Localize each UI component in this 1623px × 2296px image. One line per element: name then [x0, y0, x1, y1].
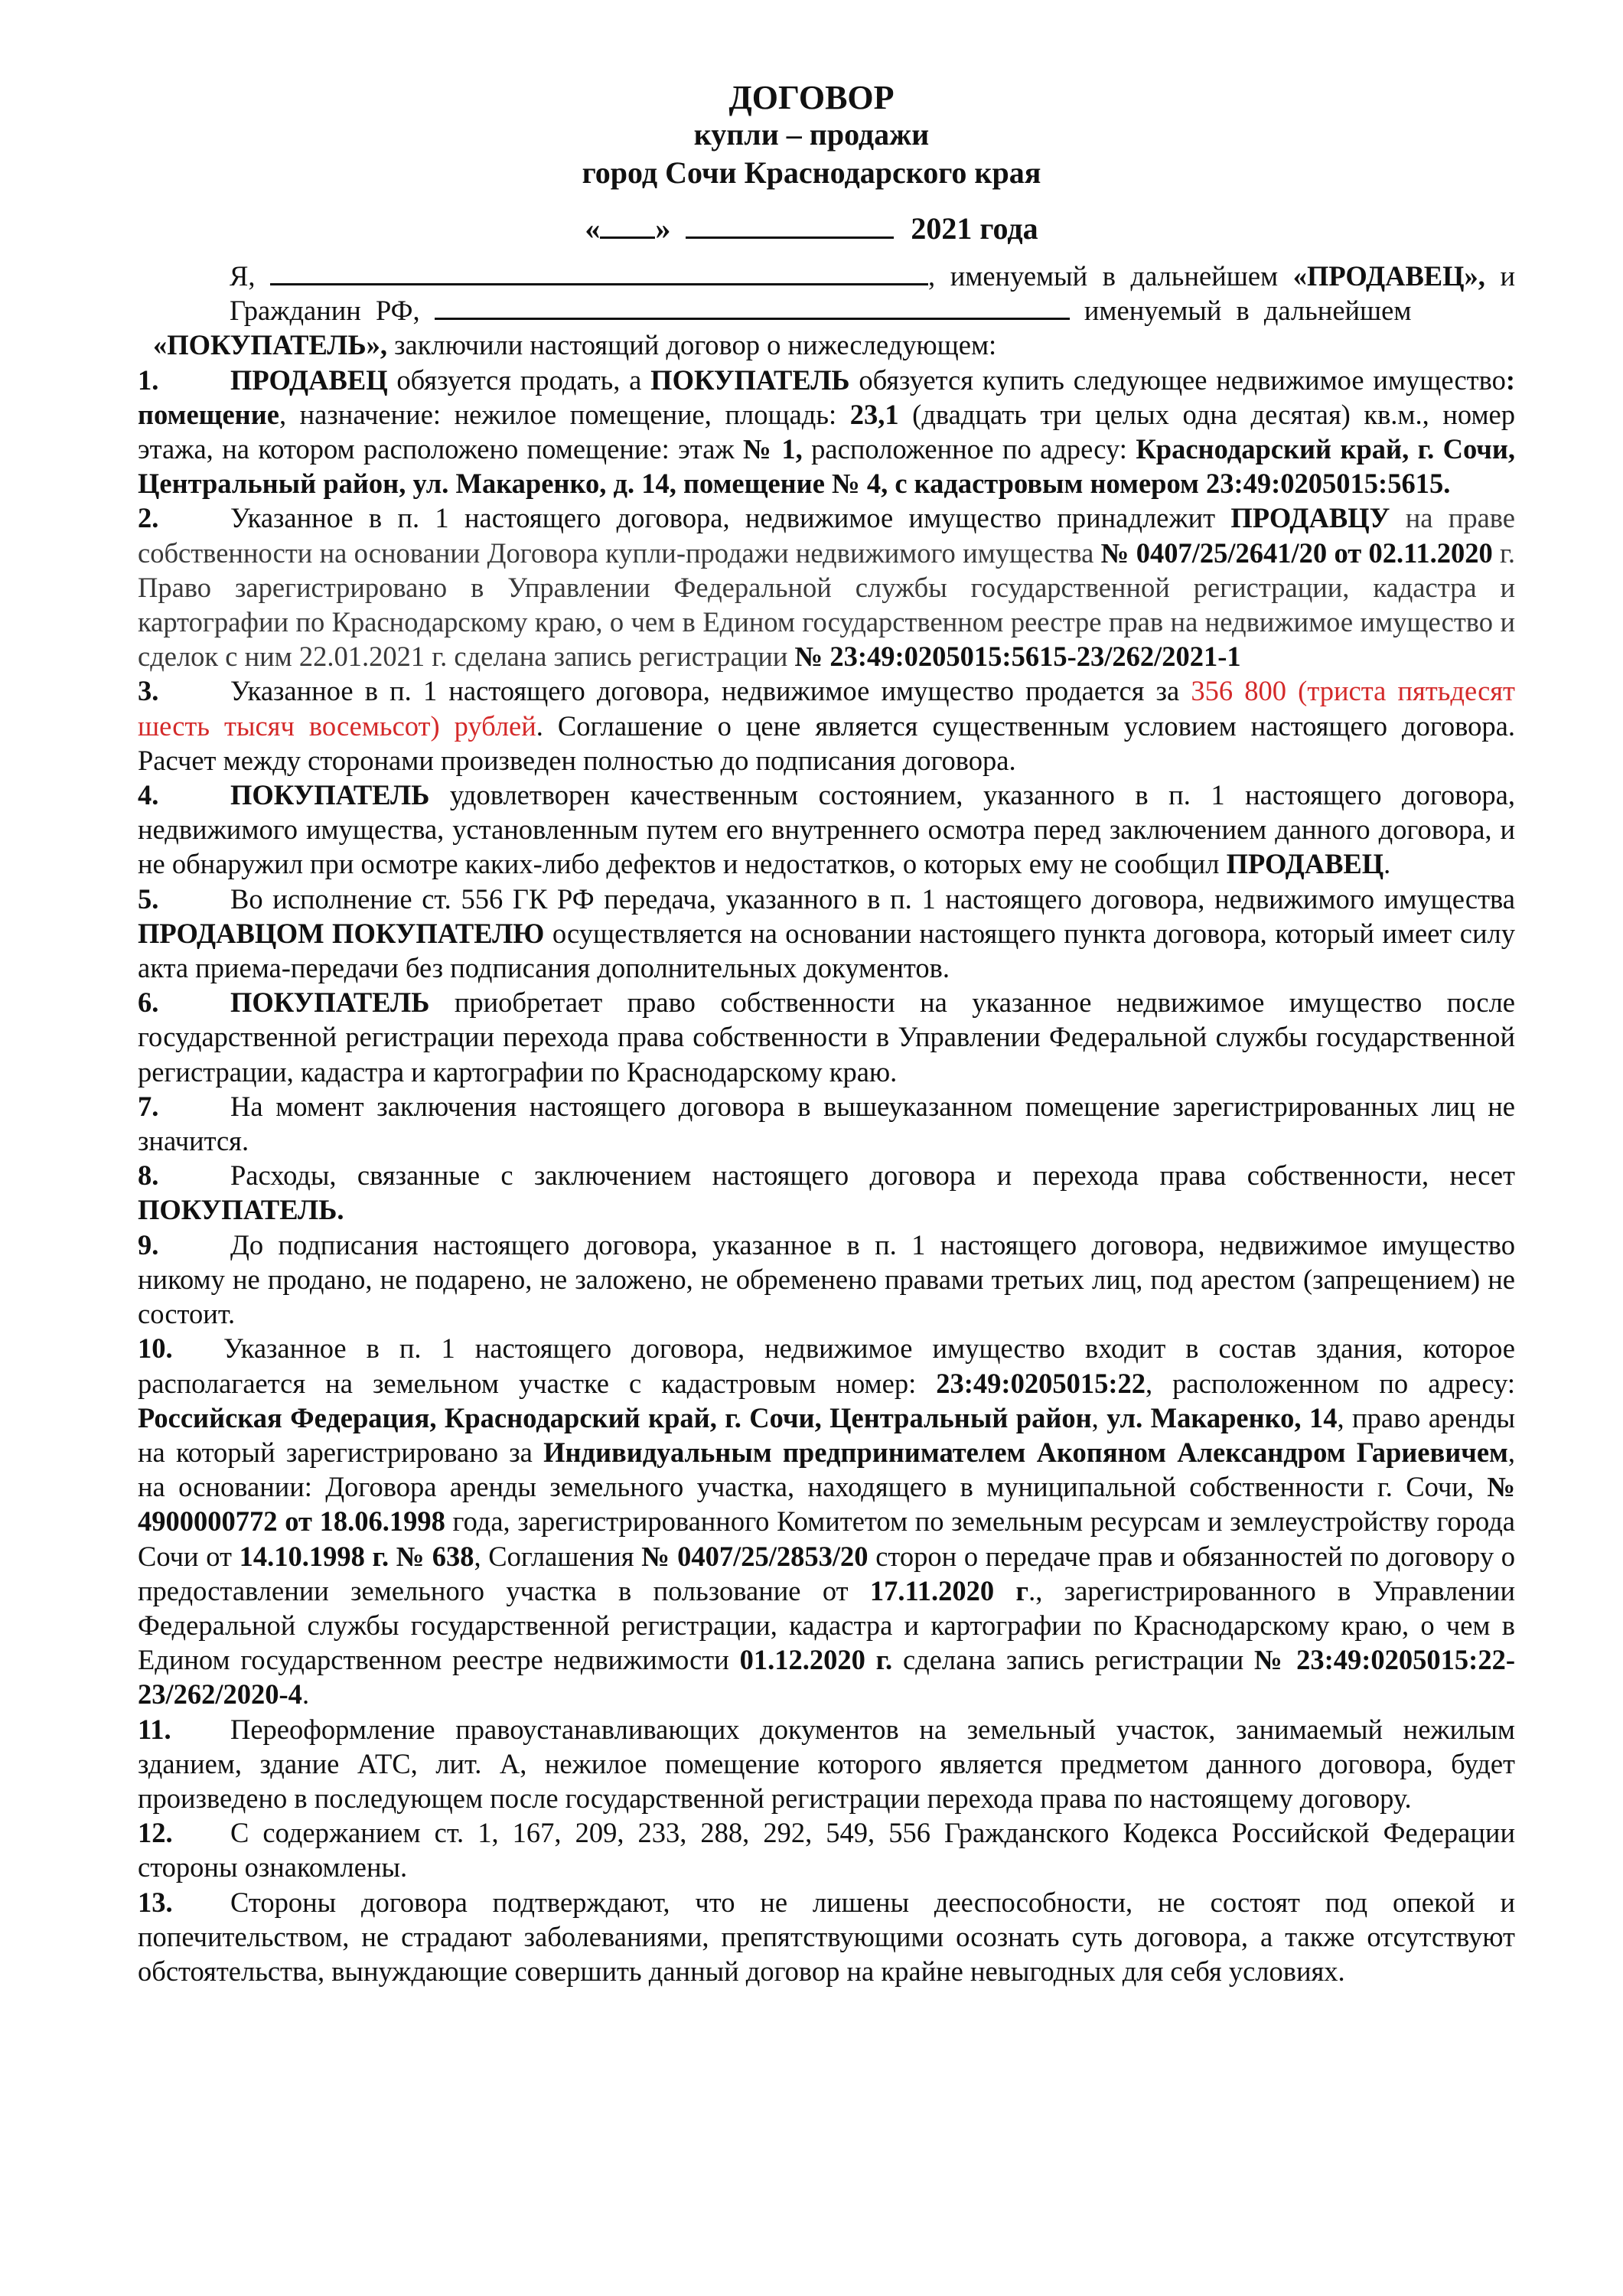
clause-text: Переоформление правоустанавливающих документов на земельный участок, занимаемый нежилым зданием, здание АТС, лит. А, нежилое помещение которого является предметом данного договора, будет произведено в последующем после государственной регистрации перехода права по настоящему договору. [138, 1713, 1515, 1814]
seller-end: и [1500, 260, 1516, 292]
clause-6 [138, 985, 1515, 1089]
clause-1 [138, 363, 1515, 501]
registration-date: 14.10.1998 г. № 638 [239, 1540, 474, 1572]
clause-12 [138, 1815, 1515, 1884]
clause-11 [138, 1712, 1515, 1816]
clause-text: осуществляется на основании настоящего пункта договора, который имеет силу акта приема-передачи без подписания дополнительных документов. [138, 917, 1515, 984]
clause-text: Расходы, связанные с заключением настоящего договора и перехода права собственности, несет [230, 1159, 1515, 1192]
agreement-date: 17.11.2020 г [869, 1574, 1029, 1606]
cadastral-number: 23:49:0205015:22 [936, 1367, 1146, 1399]
clause-text: удовлетворен качественным состоянием, указанного в п. 1 настоящего договора, недвижимого имущества, установленным путем его внутреннего осмотра перед заключением данного договора, и не обнаружил при осмотре каких-либо дефектов и недостатков, о которых ему не сообщил [138, 779, 1515, 880]
party-name: ПОКУПАТЕЛЬ [230, 987, 430, 1019]
contract-number: № 0407/25/2641/20 от 02.11.2020 [1100, 536, 1493, 569]
clause-number: 1. [138, 364, 159, 396]
clause-text: Указанное в п. 1 настоящего договора, недвижимое имущество принадлежит [230, 502, 1231, 534]
clause-text: (двадцать три целых одна десятая) кв.м., номер этажа, на котором расположено помещение: этаж [138, 398, 1516, 465]
party-name: ПОКУПАТЕЛЬ. [138, 1194, 344, 1226]
clause-text: ., зарегистрированного в Управлении Федеральной службы государственной регистрации, кадастра и картографии по Краснодарскому краю, о чем в Едином государственном реестре недвижимости [138, 1574, 1516, 1676]
party-name: ПОКУПАТЕЛЬ [650, 364, 850, 396]
registration-record: № 23:49:0205015:22-23/262/2020-4 [138, 1644, 1515, 1711]
party-name: ПОКУПАТЕЛЬ [230, 779, 430, 811]
clause-text: . [1383, 848, 1391, 880]
lease-number: № 4900000772 от 18.06.1998 [138, 1471, 1515, 1538]
buyer-line-cont [138, 328, 1515, 362]
clause-text: , право аренды на который зарегистрировано за [138, 1401, 1516, 1468]
buyer-name-blank [435, 295, 1070, 320]
clause-number: 12. [138, 1817, 173, 1849]
property-floor: № 1, [743, 433, 803, 465]
party-name: ПРОДАВЕЦ [1226, 848, 1384, 880]
seller-prefix: Я, [230, 260, 256, 292]
clause-9 [138, 1228, 1515, 1332]
clause-text: сторон о передаче прав и обязанностей по договору о предоставлении земельного участка в пользование от [138, 1540, 1515, 1606]
seller-suffix: , именуемый в дальнейшем [928, 260, 1279, 292]
day-blank [600, 214, 655, 239]
clause-text: на праве собственности на основании Договора купли-продажи недвижимого имущества [138, 502, 1515, 569]
buyer-line [138, 293, 1515, 328]
clause-7 [138, 1089, 1515, 1158]
lessee-name: Индивидуальным предпринимателем Акопяном Александром Гариевичем [543, 1436, 1508, 1468]
clause-2 [138, 501, 1515, 673]
property-address: Краснодарский край, г. Сочи, Центральный район, ул. Макаренко, д. 14, помещение № 4, с кадастровым номером 23:49:0205015:5615. [138, 433, 1516, 500]
contract-body [138, 259, 1515, 1988]
clause-text: , Соглашения [474, 1540, 642, 1572]
clause-4 [138, 778, 1515, 882]
clause-text: г. Право зарегистрировано в Управлении Федеральной службы государственной регистрации, кадастра и картографии по Краснодарскому краю, о чем в Едином государственном реестре прав на недвижимое имущество и сделок с ним 22.01.2021 г. сделана запись регистрации [138, 536, 1515, 673]
document-title: ДОГОВОР [728, 79, 895, 116]
property-area: 23,1 [849, 398, 899, 430]
clause-text: сделана запись регистрации [892, 1644, 1255, 1676]
clause-number: 11. [138, 1713, 171, 1745]
clause-number: 13. [138, 1886, 173, 1918]
registration-record: № 23:49:0205015:5615-23/262/2021-1 [794, 641, 1241, 673]
clause-number: 9. [138, 1228, 159, 1261]
clause-text: На момент заключения настоящего договора в вышеуказанном помещение зарегистрированных лиц не значится. [138, 1090, 1515, 1157]
clause-text: Во исполнение ст. 556 ГК РФ передача, указанного в п. 1 настоящего договора, недвижимого имущества [230, 882, 1515, 915]
document-city: город Сочи Краснодарского края [582, 155, 1041, 190]
seller-name-blank [270, 260, 928, 285]
clause-number: 8. [138, 1159, 159, 1192]
clause-number: 3. [138, 675, 159, 707]
clause-text: . Соглашение о цене является существенным условием настоящего договора. Расчет между сторонами произведен полностью до подписания договора. [138, 709, 1515, 776]
clause-text: приобретает право собственности на указанное недвижимое имущество после государственной регистрации перехода права собственности в Управлении Федеральной службы государственной регистрации, кадастра и картографии по Краснодарскому краю. [138, 987, 1515, 1088]
buyer-role: «ПОКУПАТЕЛЬ», [153, 329, 388, 361]
seller-role: «ПРОДАВЕЦ», [1292, 260, 1485, 292]
date-open-quote: « [585, 211, 601, 246]
clause-3 [138, 673, 1515, 778]
agreement-number: № 0407/25/2853/20 [641, 1540, 869, 1572]
clause-text: , [1091, 1401, 1107, 1433]
date-year: 2021 года [911, 211, 1038, 246]
buyer-end: заключили настоящий договор о нижеследующем: [394, 329, 997, 361]
party-names: ПРОДАВЦОМ ПОКУПАТЕЛЮ [138, 917, 545, 949]
clause-text: , на основании: Договора аренды земельного участка, находящего в муниципальной собственности г. Сочи, [138, 1436, 1516, 1503]
clause-text: До подписания настоящего договора, указанное в п. 1 настоящего договора, недвижимое имущество никому не продано, не подарено, не заложено, не обременено правами третьих лиц, под арестом (запрещением) не состоит. [138, 1228, 1515, 1330]
record-date: 01.12.2020 г. [739, 1644, 893, 1676]
clause-text: расположенное по адресу: [802, 433, 1136, 465]
document-subtitle: купли – продажи [693, 117, 930, 152]
clause-text: , расположенном по адресу: [1146, 1367, 1515, 1399]
clause-number: 4. [138, 779, 159, 811]
party-name: ПРОДАВЦУ [1230, 502, 1390, 534]
clause-text: обязуется продать, а [387, 364, 651, 396]
buyer-prefix: Гражданин РФ, [230, 295, 420, 327]
property-type: : помещение [138, 364, 1515, 430]
clause-10 [138, 1331, 1515, 1711]
building-street: ул. Макаренко, 14 [1106, 1401, 1338, 1433]
clause-text: С содержанием ст. 1, 167, 209, 233, 288, 292, 549, 556 Гражданского Кодекса Российской Федерации стороны ознакомлены. [138, 1817, 1515, 1883]
clause-number: 10. [138, 1332, 173, 1365]
clause-8 [138, 1158, 1515, 1227]
clause-text: года, зарегистрированного Комитетом по земельным ресурсам и землеустройству города Сочи от [138, 1505, 1515, 1572]
clause-text: Стороны договора подтверждают, что не лишены дееспособности, не состоят под опекой и попечительством, не страдают заболеваниями, препятствующими осознать суть договора, а также отсутствуют обстоятельства, вынуждающие совершить данный договор на крайне невыгодных для себя условиях. [138, 1886, 1515, 1987]
clause-text: Указанное в п. 1 настоящего договора, недвижимое имущество продается за [230, 675, 1191, 707]
seller-line [138, 259, 1515, 293]
clause-13 [138, 1885, 1515, 1989]
buyer-suffix: именуемый в дальнейшем [1084, 295, 1412, 327]
clause-text: , назначение: нежилое помещение, площадь: [279, 398, 850, 430]
clause-number: 5. [138, 882, 159, 915]
party-name: ПРОДАВЕЦ [230, 364, 388, 396]
clause-number: 6. [138, 987, 159, 1019]
sale-price: 356 800 (триста пятьдесят шесть тысяч восемьсот) рублей [138, 675, 1516, 742]
month-blank [686, 214, 894, 239]
clause-text: . [301, 1678, 310, 1711]
clause-text: Указанное в п. 1 настоящего договора, недвижимое имущество входит в состав здания, которое располагается на земельном участке с кадастровым номер: [138, 1332, 1515, 1399]
clause-number: 7. [138, 1090, 159, 1122]
contract-date-line [0, 210, 1623, 246]
date-close-quote: » [655, 211, 671, 246]
clause-text: обязуется купить следующее недвижимое имущество [849, 364, 1506, 396]
clause-5 [138, 882, 1515, 986]
building-address: Российская Федерация, Краснодарский край, г. Сочи, Центральный район [138, 1401, 1092, 1433]
clause-number: 2. [138, 502, 159, 534]
